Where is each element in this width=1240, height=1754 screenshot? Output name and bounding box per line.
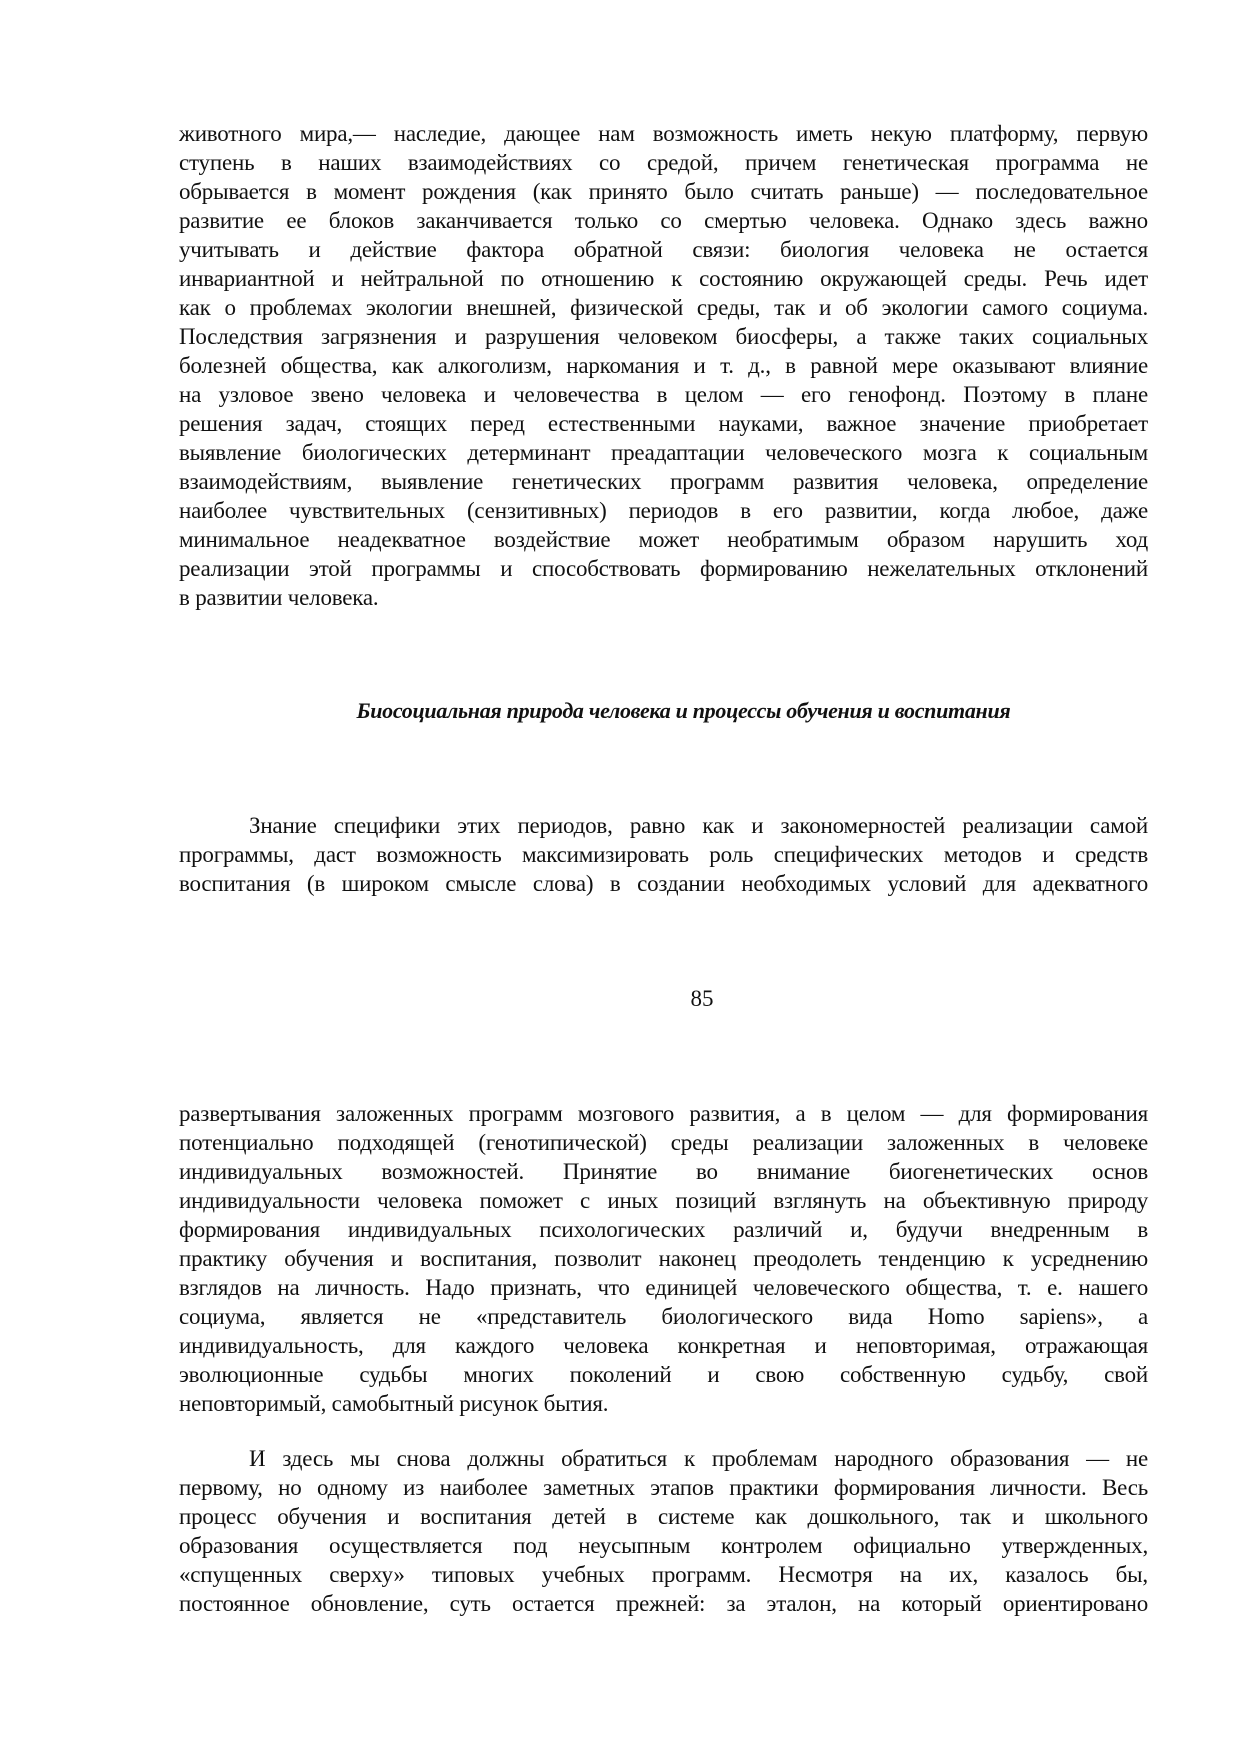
text-line: наиболее чувствительных (сензитивных) периодов в его развитии, когда любое, даже bbox=[179, 498, 1148, 523]
text-line: индивидуальности человека поможет с иных позиций взглянуть на объективную природу bbox=[179, 1188, 1148, 1213]
text-line: потенциально подходящей (генотипической) среды реализации заложенных в человеке bbox=[179, 1130, 1148, 1155]
text-line: учитывать и действие фактора обратной связи: биология человека не остается bbox=[179, 237, 1148, 262]
text-line: инвариантной и нейтральной по отношению к состоянию окружающей среды. Речь идет bbox=[179, 266, 1148, 291]
text-line: взглядов на личность. Надо признать, что единицей человеческого общества, т. е. нашего bbox=[179, 1275, 1148, 1300]
text-line: болезней общества, как алкоголизм, наркомания и т. д., в равной мере оказывают влияние bbox=[179, 353, 1148, 378]
paragraph-knowledge-of-periods bbox=[179, 811, 1148, 898]
text-line: реализации этой программы и способствовать формированию нежелательных отклонений bbox=[179, 556, 1148, 581]
text-line: постоянное обновление, суть остается прежней: за эталон, на который ориентировано bbox=[179, 1591, 1148, 1616]
text-line: выявление биологических детерминант преадаптации человеческого мозга к социальным bbox=[179, 440, 1148, 465]
section-heading: Биосоциальная природа человека и процессы обучения и воспитания bbox=[356, 698, 1011, 723]
paragraph-individuality bbox=[179, 1099, 1148, 1418]
text-line: индивидуальность, для каждого человека конкретная и неповторимая, отражающая bbox=[179, 1333, 1148, 1358]
page-number: 85 bbox=[690, 986, 714, 1011]
text-line: на узловое звено человека и человечества в целом — его генофонд. Поэтому в плане bbox=[179, 382, 1148, 407]
text-line: «спущенных сверху» типовых учебных программ. Несмотря на их, казалось бы, bbox=[179, 1562, 1148, 1587]
text-line: эволюционные судьбы многих поколений и свою собственную судьбу, свой bbox=[179, 1362, 1148, 1387]
text-line: как о проблемах экологии внешней, физической среды, так и об экологии самого социума. bbox=[179, 295, 1148, 320]
text-line: социума, является не «представитель биологического вида Homo sapiens», а bbox=[179, 1304, 1148, 1329]
text-line: Последствия загрязнения и разрушения человеком биосферы, а также таких социальных bbox=[179, 324, 1148, 349]
text-line: ступень в наших взаимодействиях со средой, причем генетическая программа не bbox=[179, 150, 1148, 175]
text-line: решения задач, стоящих перед естественными науками, важное значение приобретает bbox=[179, 411, 1148, 436]
text-line: программы, даст возможность максимизировать роль специфических методов и средств bbox=[179, 842, 1148, 867]
text-line: воспитания (в широком смысле слова) в создании необходимых условий для адекватного bbox=[179, 871, 1148, 896]
paragraph-public-education bbox=[179, 1444, 1148, 1618]
text-line: образования осуществляется под неусыпным контролем официально утвержденных, bbox=[179, 1533, 1148, 1558]
text-line: И здесь мы снова должны обратиться к проблемам народного образования — не bbox=[249, 1446, 1148, 1471]
text-line: неповторимый, самобытный рисунок бытия. bbox=[179, 1391, 609, 1416]
text-line: развитие ее блоков заканчивается только со смертью человека. Однако здесь важно bbox=[179, 208, 1148, 233]
text-line: процесс обучения и воспитания детей в системе как дошкольного, так и школьного bbox=[179, 1504, 1148, 1529]
text-line: в развитии человека. bbox=[179, 585, 379, 610]
text-line: первому, но одному из наиболее заметных этапов практики формирования личности. Весь bbox=[179, 1475, 1148, 1500]
text-line: развертывания заложенных программ мозгового развития, а в целом — для формирования bbox=[179, 1101, 1148, 1126]
text-line: формирования индивидуальных психологических различий и, будучи внедренным в bbox=[179, 1217, 1148, 1242]
text-line: обрывается в момент рождения (как принято было считать раньше) — последовательное bbox=[179, 179, 1148, 204]
text-line: практику обучения и воспитания, позволит наконец преодолеть тенденцию к усреднению bbox=[179, 1246, 1148, 1271]
text-line: минимальное неадекватное воздействие может необратимым образом нарушить ход bbox=[179, 527, 1148, 552]
text-line: животного мира,— наследие, дающее нам возможность иметь некую платформу, первую bbox=[179, 121, 1148, 146]
text-line: взаимодействиям, выявление генетических программ развития человека, определение bbox=[179, 469, 1148, 494]
paragraph-genetic-program bbox=[179, 119, 1148, 612]
text-line: Знание специфики этих периодов, равно как и закономерностей реализации самой bbox=[249, 813, 1148, 838]
text-line: индивидуальных возможностей. Принятие во внимание биогенетических основ bbox=[179, 1159, 1148, 1184]
